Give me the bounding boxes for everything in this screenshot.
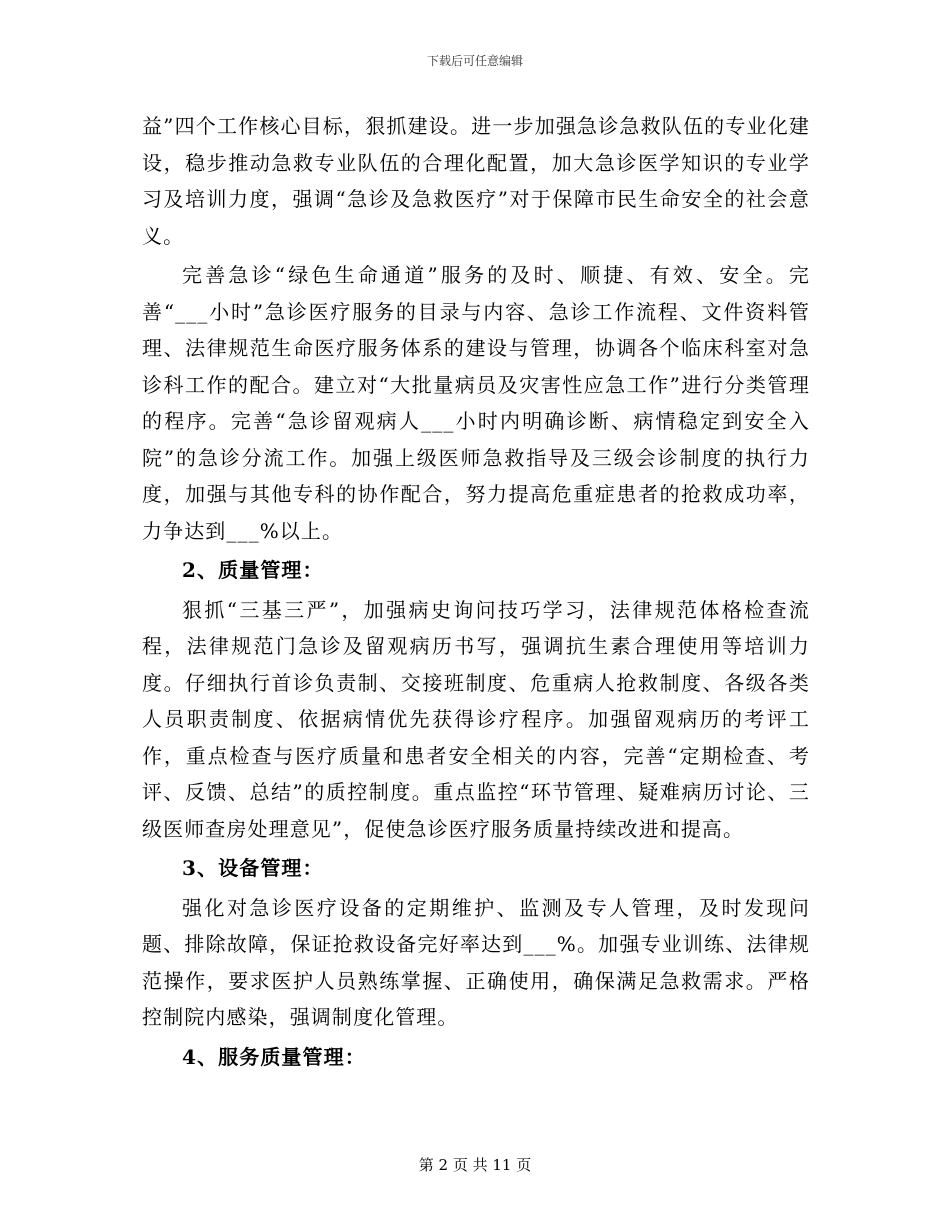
heading-service-quality-management: 4、服务质量管理： [182,1044,366,1069]
page-header: 下载后可任意编辑 [426,54,523,68]
heading-equipment-management: 3、设备管理： [182,856,324,880]
paragraph-goals-continued: 益”四个工作核心目标，狠抓建设。进一步加强急诊急救队伍的专业化建设，稳步推动急救专业队伍的合理化配置，加大急诊医学知识的专业学习及培训力度，强调“急诊及急救医疗”对于保障市民生命安全的社会意义。 [142,114,810,248]
paragraph-equipment-management: 强化对急诊医疗设备的定期维护、监测及专人管理，及时发现问题、排除故障，保证抢救设备完好率达到___%。加强专业训练、法律规范操作，要求医护人员熟练掌握、正确使用，确保满足急救需求。严格控制院内感染，强调制度化管理。 [142,895,810,1029]
document-body [142,108,810,1075]
paragraph-quality-management: 狠抓“三基三严”，加强病史询问技巧学习，法律规范体格检查流程，法律规范门急诊及留观病历书写，强调抗生素合理使用等培训力度。仔细执行首诊负责制、交接班制度、危重病人抢救制度、各级各类人员职责制度、依据病情优先获得诊疗程序。加强留观病历的考评工作，重点检查与医疗质量和患者安全相关的内容，完善“定期检查、考评、反馈、总结”的质控制度。重点监控“环节管理、疑难病历讨论、三级医师查房处理意见”，促使急诊医疗服务质量持续改进和提高。 [142,597,810,841]
paragraph-green-channel: 完善急诊“绿色生命通道”服务的及时、顺捷、有效、安全。完善“___小时”急诊医疗服务的目录与内容、急诊工作流程、文件资料管理、法律规范生命医疗服务体系的建设与管理，协调各个临床科室对急诊科工作的配合。建立对“大批量病员及灾害性应急工作”进行分类管理的程序。完善“急诊留观病人___小时内明确诊断、病情稳定到安全入院”的急诊分流工作。加强上级医师急救指导及三级会诊制度的执行力度，加强与其他专科的协作配合，努力提高危重症患者的抢救成功率，力争达到___%以上。 [142,263,810,543]
heading-quality-management: 2、质量管理： [182,558,324,582]
page-footer: 第 2 页 共 11 页 [418,1156,532,1174]
